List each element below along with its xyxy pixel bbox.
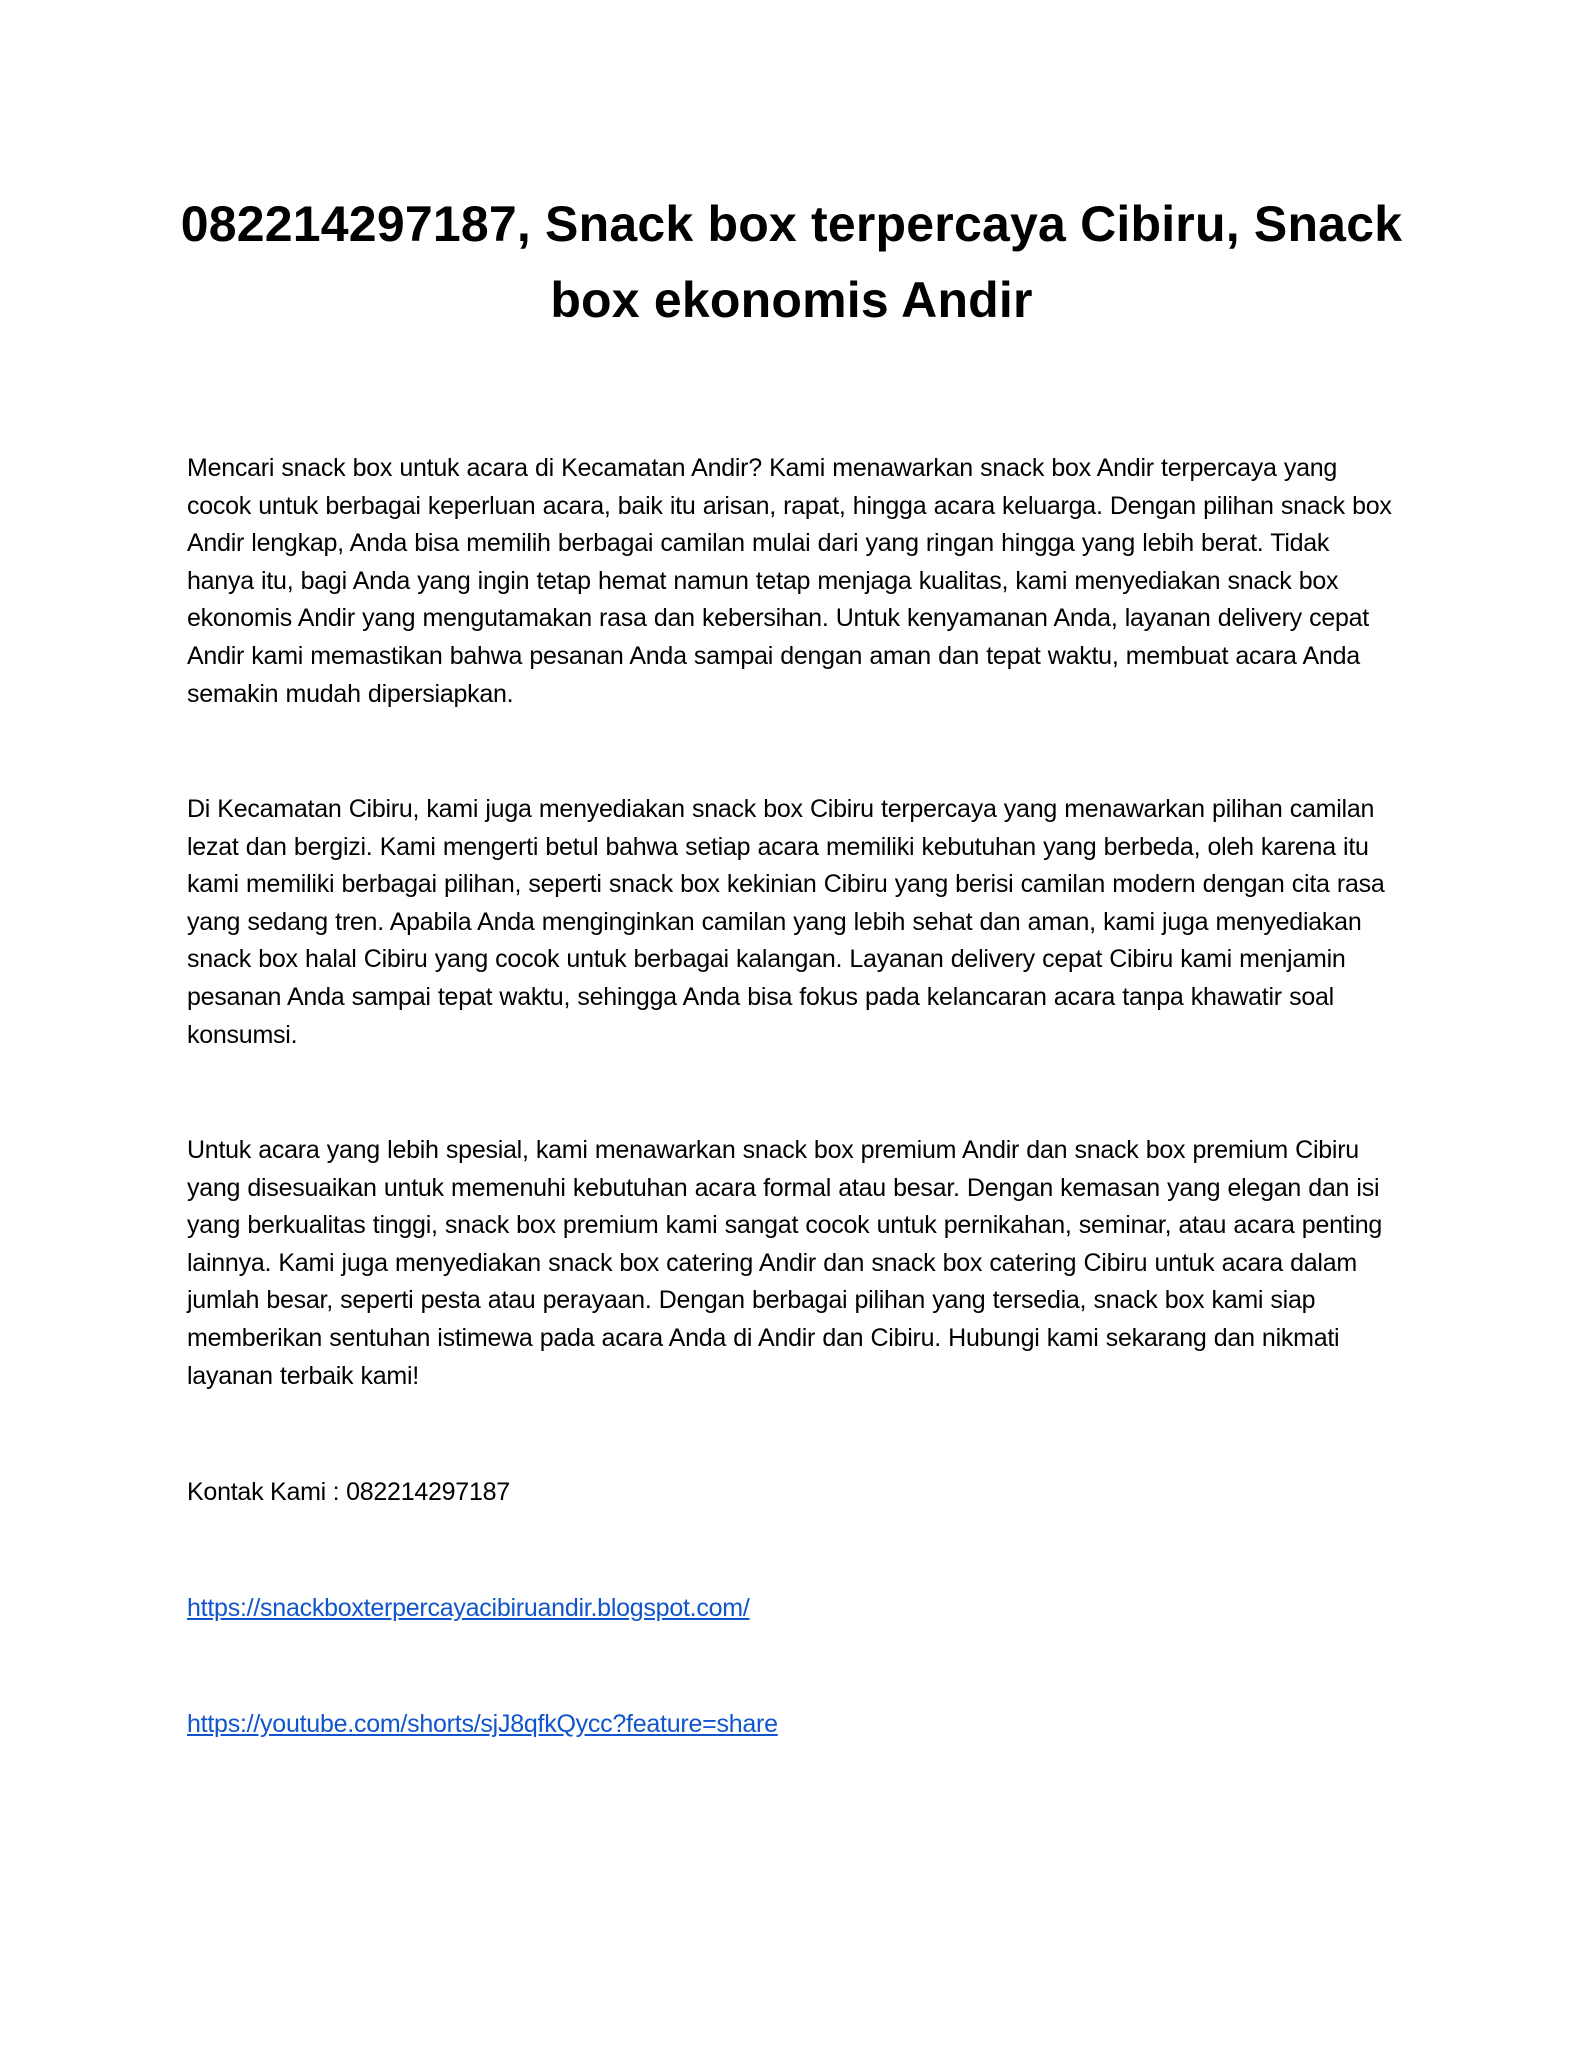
blog-link[interactable]: https://snackboxterpercayacibiruandir.blogspot.com/ [187,1594,750,1622]
paragraph-cibiru: Di Kecamatan Cibiru, kami juga menyediakan snack box Cibiru terpercaya yang menawarkan pilihan camilan lezat dan bergizi. Kami mengerti betul bahwa setiap acara memiliki kebutuhan yang berbeda, oleh karena itu kami memiliki berbagai pilihan, seperti snack box kekinian Cibiru yang berisi camilan modern dengan cita rasa yang sedang tren. Apabila Anda menginginkan camilan yang lebih sehat dan aman, kami juga menyediakan snack box halal Cibiru yang cocok untuk berbagai kalangan. Layanan delivery cepat Cibiru kami menjamin pesanan Anda sampai tepat waktu, sehingga Anda bisa fokus pada kelancaran acara tanpa khawatir soal konsumsi. [187,795,1385,1049]
paragraph-andir: Mencari snack box untuk acara di Kecamatan Andir? Kami menawarkan snack box Andir terpercaya yang cocok untuk berbagai keperluan acara, baik itu arisan, rapat, hingga acara keluarga. Dengan pilihan snack box Andir lengkap, Anda bisa memilih berbagai camilan mulai dari yang ringan hingga yang lebih berat. Tidak hanya itu, bagi Anda yang ingin tetap hemat namun tetap menjaga kualitas, kami menyediakan snack box ekonomis Andir yang mengutamakan rasa dan kebersihan. Untuk kenyamanan Anda, layanan delivery cepat Andir kami memastikan bahwa pesanan Anda sampai dengan aman dan tepat waktu, membuat acara Anda semakin mudah dipersiapkan. [187,454,1392,708]
document-title: 082214297187, Snack box terpercaya Cibiru, Snack box ekonomis Andir [180,196,1403,328]
youtube-link[interactable]: https://youtube.com/shorts/sjJ8qfkQycc?feature=share [187,1710,778,1738]
paragraph-premium: Untuk acara yang lebih spesial, kami menawarkan snack box premium Andir dan snack box premium Cibiru yang disesuaikan untuk memenuhi kebutuhan acara formal atau besar. Dengan kemasan yang elegan dan isi yang berkualitas tinggi, snack box premium kami sangat cocok untuk pernikahan, seminar, atau acara penting lainnya. Kami juga menyediakan snack box catering Andir dan snack box catering Cibiru untuk acara dalam jumlah besar, seperti pesta atau perayaan. Dengan berbagai pilihan yang tersedia, snack box kami siap memberikan sentuhan istimewa pada acara Anda di Andir dan Cibiru. Hubungi kami sekarang dan nikmati layanan terbaik kami! [187,1136,1383,1390]
contact-line: Kontak Kami : 082214297187 [187,1478,510,1506]
